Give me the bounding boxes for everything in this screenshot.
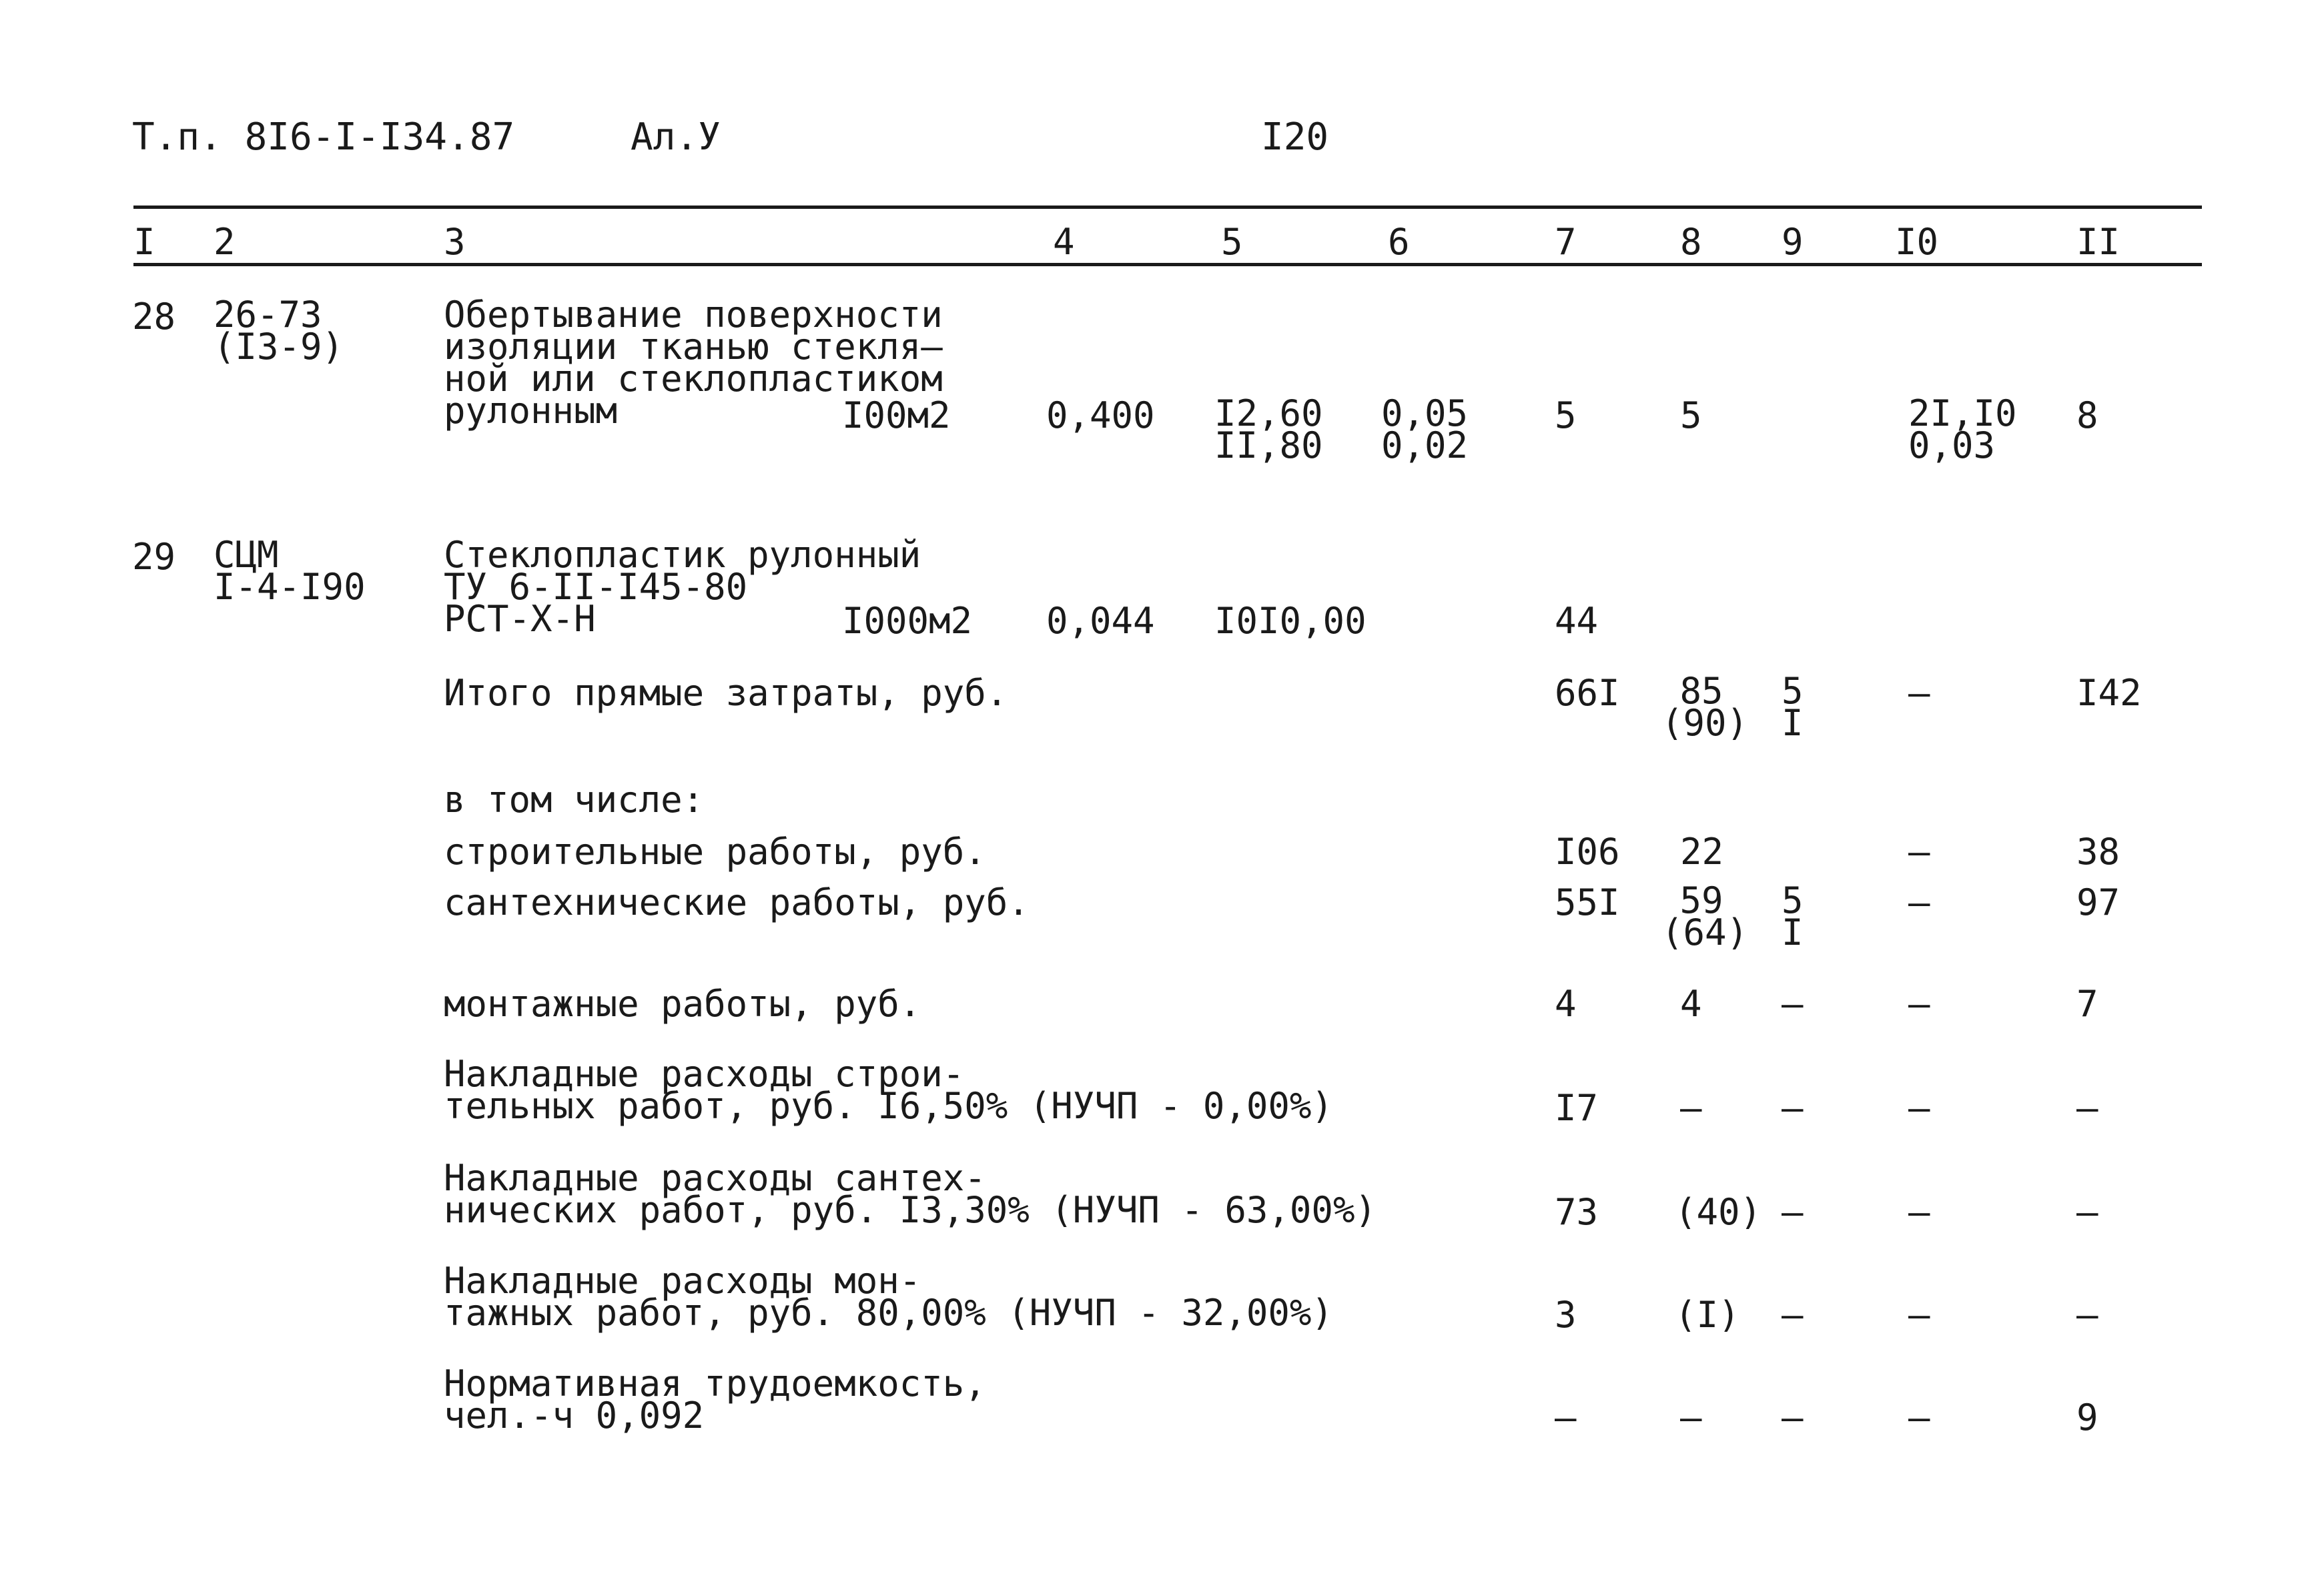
table-header-rule — [133, 263, 2202, 266]
column-9-value: – — [1782, 1087, 1804, 1129]
column-8-value: (I) — [1675, 1294, 1740, 1336]
column-11-value: – — [2076, 1294, 2098, 1336]
column-number: I0 — [1895, 221, 1939, 263]
column-number: 7 — [1555, 221, 1577, 263]
album-label: Ал.У — [631, 115, 721, 159]
column-number: 3 — [444, 221, 466, 263]
table-top-rule — [133, 206, 2202, 209]
column-7-value: 5 — [1555, 394, 1577, 436]
unit-price: I2,60 II,80 — [1214, 392, 1323, 466]
column-7-value: 55I — [1555, 881, 1620, 923]
column-9-value: 5 I — [1782, 879, 1804, 953]
column-11-value: – — [2076, 1087, 2098, 1129]
column-10-value: – — [1908, 672, 1930, 714]
column-number: 8 — [1680, 221, 1702, 263]
column-9-value: – — [1782, 983, 1804, 1025]
column-11-value: 7 — [2076, 983, 2098, 1025]
column-number: I — [133, 221, 155, 263]
column-11-value: – — [2076, 1191, 2098, 1233]
column-10-value: – — [1908, 831, 1930, 873]
column-9-value: – — [1782, 1294, 1804, 1336]
column-10-value: – — [1908, 1397, 1930, 1439]
unit-of-measure: I00м2 — [842, 394, 951, 436]
column-8-value: 4 — [1680, 983, 1702, 1025]
column-8-value: 5 — [1680, 394, 1702, 436]
column-10-value: – — [1908, 881, 1930, 923]
unit-price: I0I0,00 — [1214, 600, 1367, 642]
column-11-value: 97 — [2076, 881, 2120, 923]
item-description: Стеклопластик рулонный ТУ 6-II-I45-80 РСТ-Х-Н — [444, 534, 921, 640]
column-8-value: – — [1680, 1087, 1702, 1129]
including-label: в том числе: — [444, 779, 705, 821]
column-7-value: I7 — [1555, 1087, 1599, 1129]
column-10-value: – — [1908, 983, 1930, 1025]
summary-label: монтажные работы, руб. — [444, 983, 921, 1025]
column-7-value: 3 — [1555, 1294, 1577, 1336]
summary-label: Накладные расходы строи- тельных работ, руб. I6,50% (НУЧП - 0,00%) — [444, 1053, 1333, 1127]
column-7-value: I06 — [1555, 831, 1620, 873]
column-9-value: – — [1782, 1191, 1804, 1233]
page-number: I20 — [1261, 115, 1329, 159]
norm-code: СЦМ I-4-I90 — [214, 534, 366, 608]
column-number: 6 — [1388, 221, 1410, 263]
column-7-value: – — [1555, 1397, 1577, 1439]
column-10-value: – — [1908, 1087, 1930, 1129]
column-number: 4 — [1053, 221, 1075, 263]
column-number: 2 — [214, 221, 236, 263]
document-code: Т.п. 8I6-I-I34.87 — [132, 115, 515, 159]
column-8-value: 22 — [1680, 831, 1724, 873]
column-11-value: I42 — [2076, 672, 2142, 714]
quantity: 0,044 — [1046, 600, 1155, 642]
column-7-value: 44 — [1555, 600, 1599, 642]
quantity: 0,400 — [1046, 394, 1155, 436]
column-6-value: 0,05 0,02 — [1381, 392, 1469, 466]
column-7-value: 4 — [1555, 983, 1577, 1025]
column-number: II — [2076, 221, 2120, 263]
column-7-value: 73 — [1555, 1191, 1599, 1233]
column-10-value: 2I,I0 0,03 — [1908, 392, 2017, 466]
column-8-value: – — [1680, 1397, 1702, 1439]
norm-code: 26-73 (I3-9) — [214, 294, 344, 368]
row-number: 28 — [132, 296, 176, 338]
summary-label: Накладные расходы сантех- нических работ, руб. I3,30% (НУЧП - 63,00%) — [444, 1157, 1377, 1231]
summary-label: сантехнические работы, руб. — [444, 881, 1030, 923]
unit-of-measure: I000м2 — [842, 600, 973, 642]
column-7-value: 66I — [1555, 672, 1620, 714]
column-number: 9 — [1782, 221, 1804, 263]
column-8-value: 85 (90) — [1661, 670, 1749, 744]
column-8-value: 59 (64) — [1661, 879, 1749, 953]
column-11-value: 9 — [2076, 1397, 2098, 1439]
summary-label: Итого прямые затраты, руб. — [444, 672, 1008, 714]
column-10-value: – — [1908, 1294, 1930, 1336]
column-9-value: – — [1782, 1397, 1804, 1439]
column-11-value: 8 — [2076, 394, 2098, 436]
column-11-value: 38 — [2076, 831, 2120, 873]
column-10-value: – — [1908, 1191, 1930, 1233]
row-number: 29 — [132, 536, 176, 578]
column-number: 5 — [1221, 221, 1243, 263]
summary-label: Накладные расходы мон- тажных работ, руб. 80,00% (НУЧП - 32,00%) — [444, 1260, 1333, 1334]
summary-label: Нормативная трудоемкость, чел.-ч 0,092 — [444, 1362, 986, 1437]
item-description: Обертывание поверхности изоляции тканью стекля— ной или стеклопластиком рулонным — [444, 294, 943, 432]
summary-label: строительные работы, руб. — [444, 831, 986, 873]
column-8-value: (40) — [1675, 1191, 1762, 1233]
column-9-value: 5 I — [1782, 670, 1804, 744]
